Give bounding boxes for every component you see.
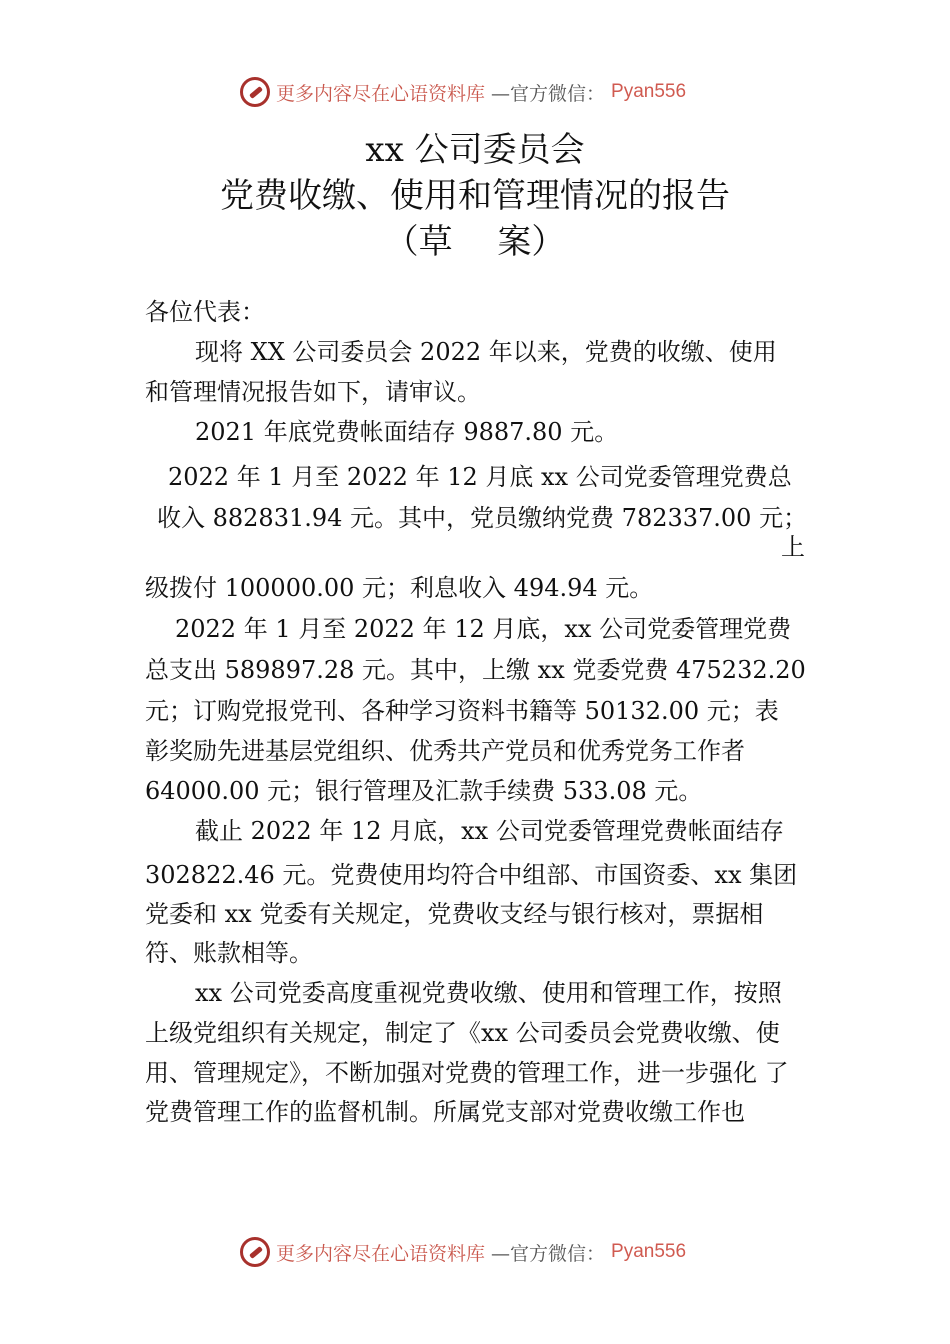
body-line: 党费管理工作的监督机制。所属党支部对党费收缴工作也 (145, 1098, 745, 1126)
body-line: 上级党组织有关规定，制定了《xx 公司委员会党费收缴、使 (145, 1019, 780, 1047)
body-line: 彰奖励先进基层党组织、优秀共产党员和优秀党务工作者 (145, 737, 745, 765)
body-line: 2021 年底党费帐面结存 9887.80 元。 (195, 418, 619, 446)
body-line: 总支出 589897.28 元。其中，上缴 xx 党委党费 475232.20 (145, 656, 806, 684)
body-line: 截止 2022 年 12 月底，xx 公司党委管理党费帐面结存 (195, 817, 784, 845)
body-line: 党委和 xx 党委有关规定，党费收支经与银行核对，票据相 (145, 900, 764, 928)
watermark-header: 更多内容尽在心语资料库 —官方微信： Pyan556 (240, 75, 686, 109)
body-line: 级拨付 100000.00 元；利息收入 494.94 元。 (145, 574, 654, 602)
logo-icon (240, 77, 270, 107)
body-line: 各位代表： (145, 298, 265, 326)
body-line: 元；订购党报党刊、各种学习资料书籍等 50132.00 元；表 (145, 697, 779, 725)
title-line-2: 党费收缴、使用和管理情况的报告 (220, 176, 730, 216)
body-line: 用、管理规定》，不断加强对党费的管理工作，进一步强化 了 (145, 1059, 789, 1087)
title-line-3: （草 案） (384, 222, 566, 262)
logo-icon (240, 1237, 270, 1267)
watermark-footer: 更多内容尽在心语资料库 —官方微信： Pyan556 (240, 1235, 686, 1269)
body-line: 2022 年 1 月至 2022 年 12 月底，xx 公司党委管理党费 (175, 615, 792, 643)
body-line: 收入 882831.94 元。其中，党员缴纳党费 782337.00 元； (157, 504, 808, 532)
body-line: 302822.46 元。党费使用均符合中组部、市国资委、xx 集团 (145, 861, 798, 889)
title-line-1: xx 公司委员会 (365, 130, 585, 170)
body-line: 2022 年 1 月至 2022 年 12 月底 xx 公司党委管理党费总 (168, 463, 792, 491)
body-line: 和管理情况报告如下，请审议。 (145, 378, 481, 406)
body-line: 64000.00 元；银行管理及汇款手续费 533.08 元。 (145, 777, 703, 805)
body-line: 符、账款相等。 (145, 939, 313, 967)
body-line: xx 公司党委高度重视党费收缴、使用和管理工作，按照 (195, 979, 782, 1007)
body-line: 上 (781, 533, 805, 561)
body-line: 现将 XX 公司委员会 2022 年以来，党费的收缴、使用 (195, 338, 777, 366)
